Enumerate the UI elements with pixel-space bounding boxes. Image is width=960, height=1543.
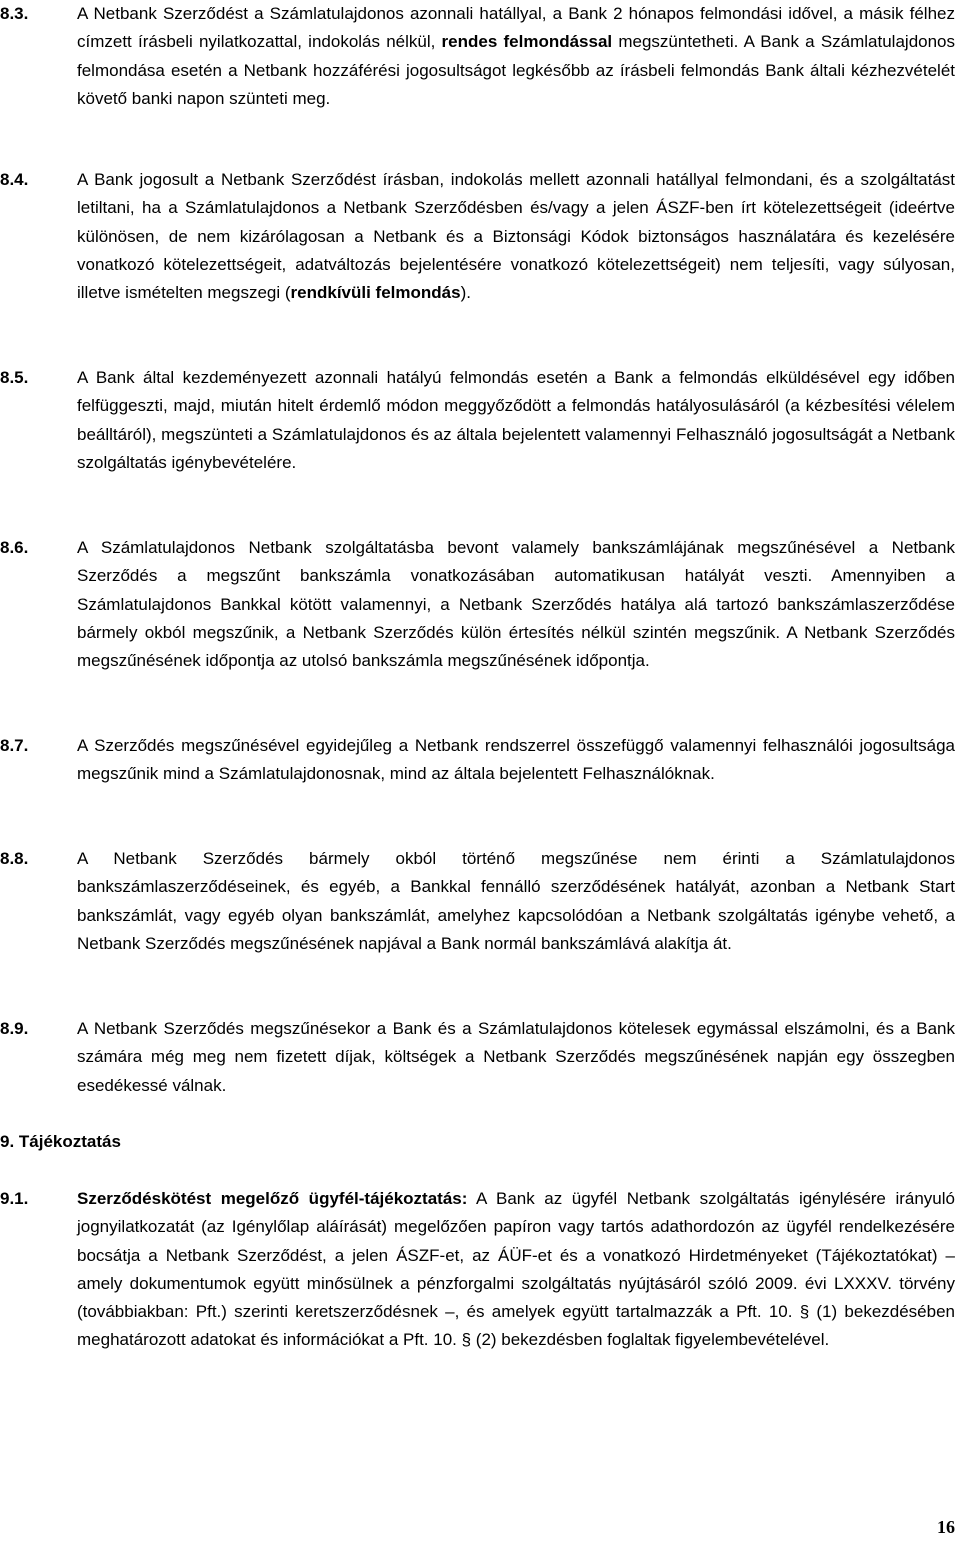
paragraph-text bbox=[77, 845, 955, 958]
paragraph-text bbox=[77, 1015, 955, 1100]
paragraph-text bbox=[77, 166, 955, 307]
paragraph-text bbox=[77, 364, 955, 477]
paragraph-text bbox=[77, 1185, 955, 1355]
paragraph-number: 9.1. bbox=[0, 1189, 29, 1208]
paragraph-number: 8.7. bbox=[0, 736, 29, 755]
text-segment: ). bbox=[460, 283, 471, 303]
paragraph-number: 8.5. bbox=[0, 368, 29, 387]
paragraph-number: 8.8. bbox=[0, 849, 29, 868]
bold-term: rendkívüli felmondás bbox=[290, 283, 461, 303]
text-segment: A Számlatulajdonos Netbank szolgáltatásba bevont valamely bankszámlájának megszűnésével a Netbank Szerződés a megszűnt bankszámla vonatkozásában automatikusan hatályát veszti. Amennyiben a Számlatulajdonos Bankkal kötött valamennyi, a Netbank Szerződés hatálya alá tartozó bankszámlaszerződése bármely okból megszűnik, a Netbank Szerződés külön értesítés nélkül szintén megszűnik. A Netbank Szerződés megszűnésének időpontja az utolsó bankszámla megszűnésének időpontja. bbox=[77, 538, 955, 671]
paragraph-number: 8.4. bbox=[0, 170, 29, 189]
text-segment: A Bank az ügyfél Netbank szolgáltatás igénylésére irányuló jognyilatkozatát (az Igénylőlap aláírását) megelőzően papíron vagy tartós adathordozón az ügyfél rendelkezésére bocsátja a Netbank Szerződést, a jelen ÁSZF-et, az ÁÜF-et és a vonatkozó Hirdetményeket (Tájékoztatókat) – amely dokumentumok együtt minősülnek a pénzforgalmi szolgáltatás nyújtásáról szóló 2009. évi LXXXV. törvény (továbbiakban: Pft.) szerinti keretszerződésnek –, és amelyek együtt tartalmazzák a Pft. 10. § (1) bekezdésében meghatározott adatokat és információkat a Pft. 10. § (2) bekezdésben foglaltak figyelembevételével. bbox=[77, 1189, 955, 1350]
bold-term: rendes felmondással bbox=[441, 32, 613, 52]
text-segment: A Netbank Szerződést a Számlatulajdonos azonnali hatállyal, a Bank 2 hónapos felmondási idővel, a másik félhez címzett írásbeli nyilatkozattal, indokolás nélkül, bbox=[77, 4, 955, 52]
paragraph-text bbox=[77, 534, 955, 675]
paragraph-text bbox=[77, 732, 955, 789]
page-number: 16 bbox=[937, 1517, 955, 1537]
text-segment: A Bank jogosult a Netbank Szerződést írásban, indokolás mellett azonnali hatállyal felmondani, és a szolgáltatást letiltani, ha a Számlatulajdonos a Netbank Szerződésben és/vagy a jelen ÁSZF-ben írt kötelezettségeit (ideértve különösen, de nem kizárólagosan a Netbank és a Biztonsági Kódok biztonságos használatára és kezelésére vonatkozó kötelezettségeit, adatváltozás bejelentésére vonatkozó kötelezettségeit) nem teljesíti, vagy súlyosan, illetve ismételten megszegi ( bbox=[77, 170, 955, 303]
text-segment: A Netbank Szerződés megszűnésekor a Bank és a Számlatulajdonos kötelesek egymással elszámolni, és a Bank számára még meg nem fizetett díjak, költségek a Netbank Szerződés megszűnésének napján egy összegben esedékessé válnak. bbox=[77, 1019, 955, 1095]
text-segment: A Szerződés megszűnésével egyidejűleg a Netbank rendszerrel összefüggő valamennyi felhasználói jogosultsága megszűnik mind a Számlatulajdonosnak, mind az általa bejelentett Felhasználóknak. bbox=[77, 736, 955, 784]
paragraph-text bbox=[77, 0, 955, 113]
paragraph-number: 8.6. bbox=[0, 538, 29, 557]
paragraph-number: 8.9. bbox=[0, 1019, 29, 1038]
text-segment: megszüntetheti. A Bank a Számlatulajdonos felmondása esetén a Netbank hozzáférési jogosultságot legkésőbb az írásbeli felmondás Bank általi kézhezvételét követő banki napon szünteti meg. bbox=[77, 32, 956, 108]
text-segment: A Bank által kezdeményezett azonnali hatályú felmondás esetén a Bank a felmondás elküldésével egy időben felfüggeszti, majd, miután hitelt érdemlő módon meggyőződött a felmondás hatályosulásáról (a kézbesítési vélelem beálltáról), megszünteti a Számlatulajdonos és az általa bejelentett valamennyi Felhasználó jogosultságát a Netbank szolgáltatás igénybevételére. bbox=[77, 368, 955, 472]
bold-term: Szerződéskötést megelőző ügyfél-tájékoztatás: bbox=[77, 1189, 468, 1208]
section-heading: 9. Tájékoztatás bbox=[0, 1132, 121, 1151]
paragraph-number: 8.3. bbox=[0, 4, 29, 23]
text-segment: A Netbank Szerződés bármely okból történő megszűnése nem érinti a Számlatulajdonos bankszámlaszerződéseinek, és egyéb, a Bankkal fennálló szerződésének hatályát, azonban a Netbank Start bankszámlát, vagy egyéb olyan bankszámlát, amelyhez kapcsolódóan a Netbank szolgáltatás igénybe vehető, a Netbank Szerződés megszűnésének napjával a Bank normál bankszámlává alakítja át. bbox=[77, 849, 955, 953]
